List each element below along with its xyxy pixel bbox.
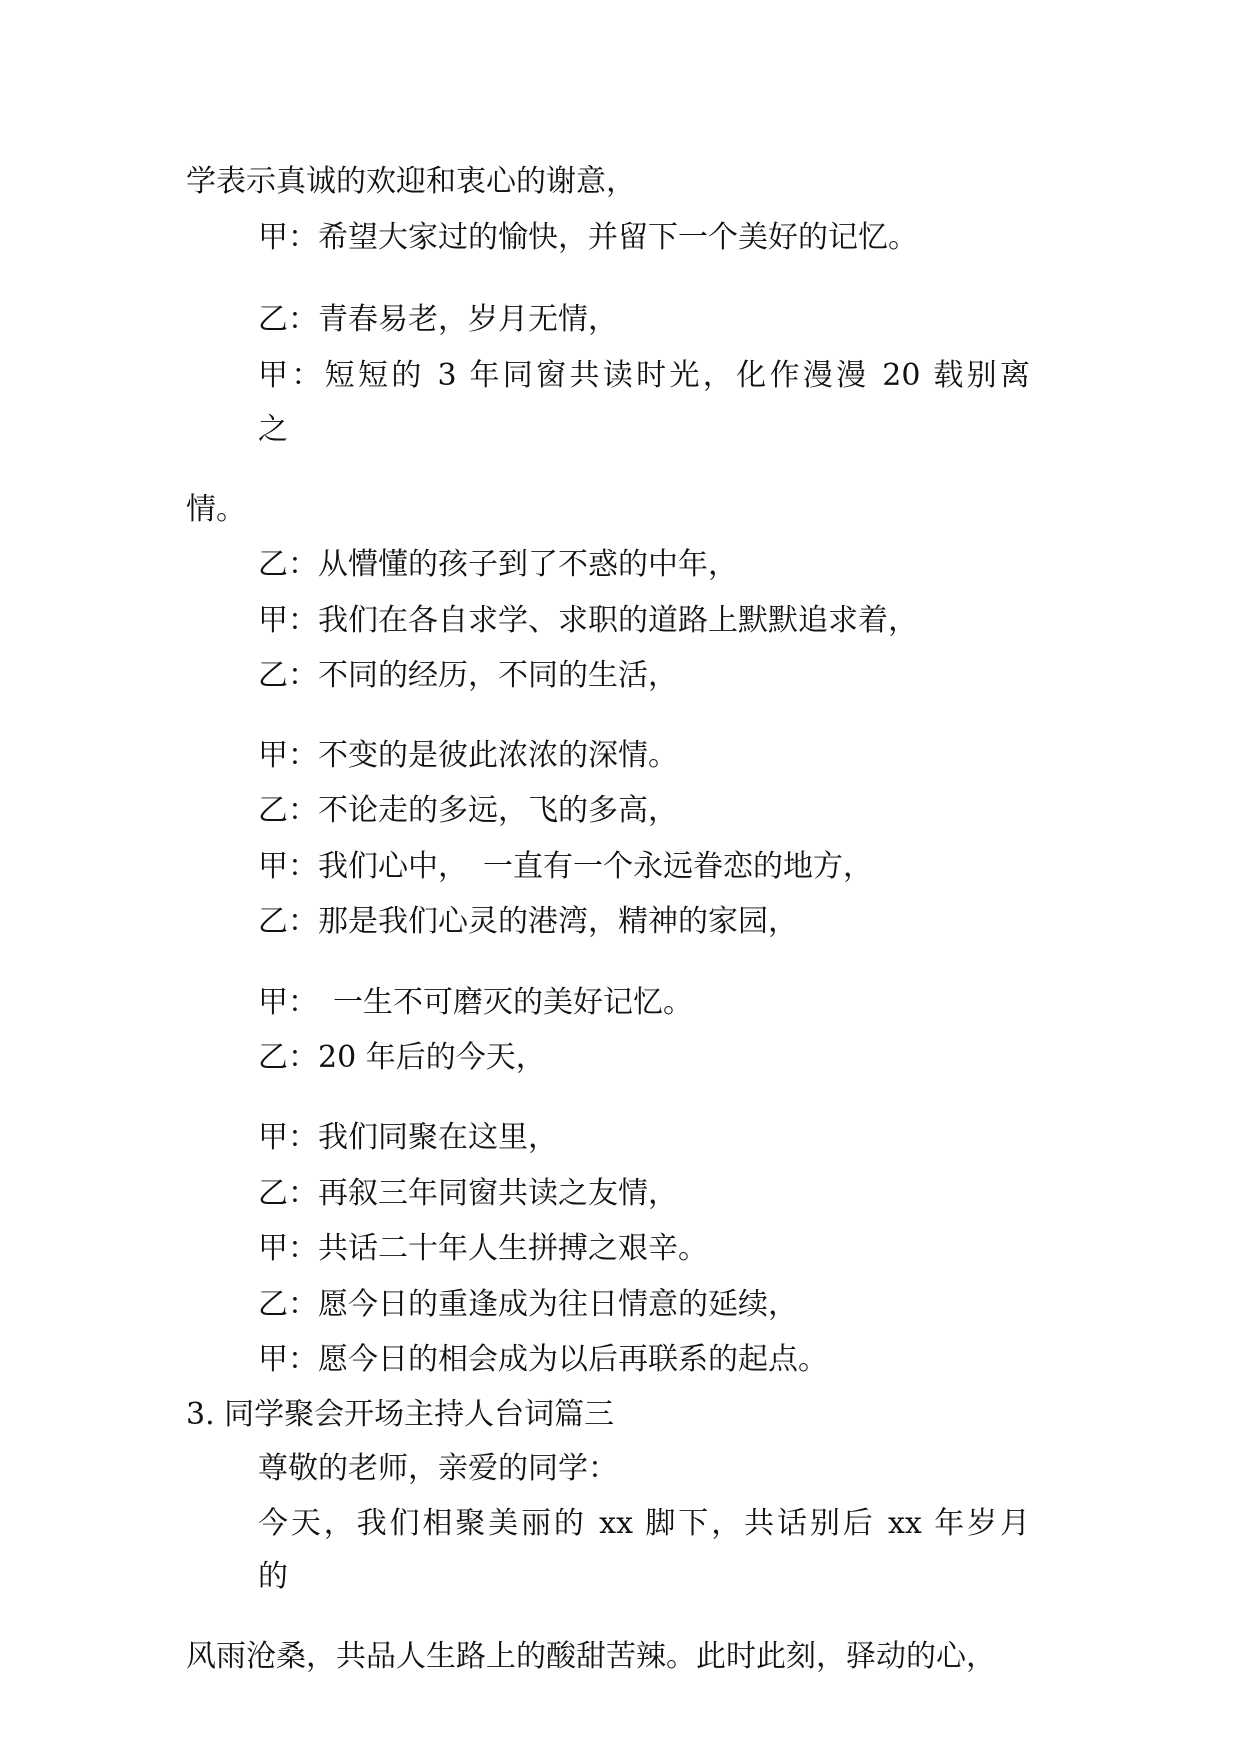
text-line: 乙：不同的经历，不同的生活， (258, 658, 678, 693)
text-line: 甲：希望大家过的愉快，并留下一个美好的记忆。 (258, 220, 918, 255)
text-line: 乙：不论走的多远，飞的多高， (258, 793, 678, 828)
text-line: 甲：不变的是彼此浓浓的深情。 (258, 738, 678, 773)
text-line: 乙：愿今日的重逢成为往日情意的延续， (258, 1287, 798, 1322)
text-line: 甲：我们心中， 一直有一个永远眷恋的地方， (258, 849, 873, 884)
text-line: 乙：20 年后的今天， (258, 1040, 546, 1075)
text-line: 甲：短短的 3 年同窗共读时光，化作漫漫 20 载别离 (258, 358, 1030, 393)
text-line: 风雨沧桑，共品人生路上的酸甜苦辣。此时此刻，驿动的心， (186, 1639, 996, 1674)
text-line: 乙：那是我们心灵的港湾，精神的家园， (258, 904, 798, 939)
text-line: 甲：共话二十年人生拼搏之艰辛。 (258, 1231, 708, 1266)
text-line: 甲：我们在各自求学、求职的道路上默默追求着， (258, 603, 918, 638)
text-line: 情。 (186, 492, 246, 527)
text-line: 乙：再叙三年同窗共读之友情， (258, 1176, 678, 1211)
text-line: 今天，我们相聚美丽的 xx 脚下，共话别后 xx 年岁月 (258, 1506, 1030, 1541)
text-line: 的 (258, 1559, 288, 1594)
section-heading: 3. 同学聚会开场主持人台词篇三 (186, 1397, 615, 1432)
text-line: 学表示真诚的欢迎和衷心的谢意， (186, 164, 636, 199)
text-line: 乙：从懵懂的孩子到了不惑的中年， (258, 547, 738, 582)
text-line: 乙：青春易老，岁月无情， (258, 302, 618, 337)
text-line: 甲： 一生不可磨灭的美好记忆。 (258, 985, 693, 1020)
text-line: 尊敬的老师，亲爱的同学： (258, 1451, 618, 1486)
text-line: 之 (258, 412, 288, 447)
text-line: 甲：我们同聚在这里， (258, 1120, 558, 1155)
text-line: 甲：愿今日的相会成为以后再联系的起点。 (258, 1342, 828, 1377)
